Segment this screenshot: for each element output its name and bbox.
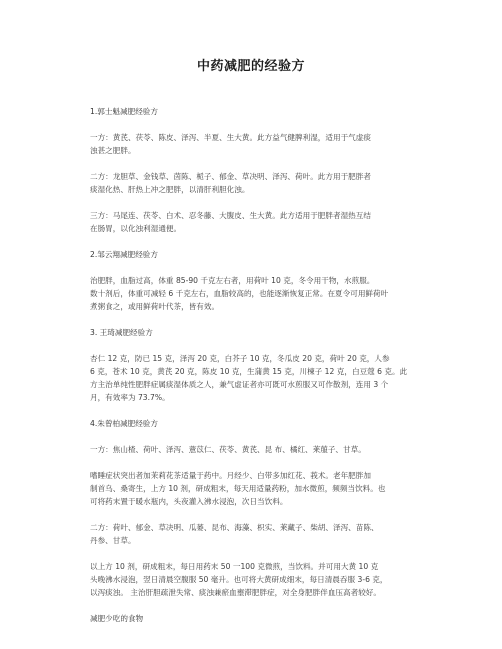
section-heading-5: 减肥少吃的食物 [90, 614, 144, 623]
paragraph: 二方：龙胆草、金钱草、茵陈、栀子、郁金、草决明、泽泻、荷叶。此方用于肥胖者 痰湿化热、肝热上冲之肥胖，以清肝利胆化浊。 [90, 172, 371, 194]
paragraph: 二方：荷叶、郁金、草决明、瓜蒌、昆布、海藻、枳实、莱藏子、柴胡、泽泻、苗陈、 丹参、甘草。 [90, 523, 379, 545]
document-body [90, 105, 420, 638]
paragraph: 治肥胖，血脂过高，体重 85-90 千克左右者，用荷叶 10 克，冬令用干物，水煎服。 数十剂后，体重可减轻 6 千克左右，血脂较高的，也能逐渐恢复正常。在夏令可用鲜荷叶 煮粥食之，或用鲜荷叶代茶，皆有效。 [90, 276, 389, 311]
paragraph: 以上方 10 剂，研成粗末，每日用药末 50 一100 克微煎，当饮料。并可用大黄 10 克 头晚沸水浸泡，翌日清晨空腹服 50 毫升。也可将大黄研成细末，每日清晨吞服 3-6 克， 以泻痰浊。 主治肝胆疏泄失常、痰浊兼瘀血壅滞肥胖症，对全身肥胖伴血压高者较好。 [90, 562, 388, 597]
document-title: 中药减肥的经验方 [196, 59, 305, 74]
section-heading-2: 2.邹云翔减肥经验方 [90, 250, 158, 259]
paragraph: 一方：焦山楂、荷叶、泽泻、薏苡仁、茯苓、黄芪、昆 布、橘红、莱菔子、甘草。 [90, 445, 366, 454]
section-heading-3: 3. 王琦减肥经验方 [90, 328, 153, 337]
paragraph: 三方：马尾连、茯苓、白术、忍冬藤、大腹皮、生大黄。此方适用于肥胖者湿热互结 在肠胃，以化浊利湿通便。 [90, 211, 371, 233]
section-heading-1: 1.郭士魁减肥经验方 [90, 107, 158, 116]
paragraph: 杏仁 12 克，防已 15 克，泽泻 20 克，白芥子 10 克，冬瓜皮 20 克，荷叶 20 克，人参 6 克，苍术 10 克，黄芪 20 克，陈皮 10 克，生蒲黄 15 克，川楝子 12 克，白豆蔻 6 克。此 方主治单纯性肥胖症属痰湿体质之人，兼气虚证者亦可既可水煎服又可作散剂，连用 3 个 月，有效率为 73.7%。 [90, 354, 408, 402]
section-heading-4: 4.朱曾柏减肥经验方 [90, 419, 158, 428]
paragraph: 一方：黄芪、茯苓、陈皮、泽泻、半夏、生大黄。此方益气健脾利湿，适用于气虚痰 浊甚之肥胖。 [90, 133, 371, 155]
paragraph: 嗜睡症状突出者加茉莉花茶适量于药中。月经少、白带多加红花、莪术。老年肥胖加 制首乌、桑寄生，上方 10 剂，研成粗末，每天用适量药粉，加水微煎，频频当饮料。也 可将药末置于暖水瓶内，头夜灌入沸水浸泡，次日当饮料。 [90, 471, 386, 506]
